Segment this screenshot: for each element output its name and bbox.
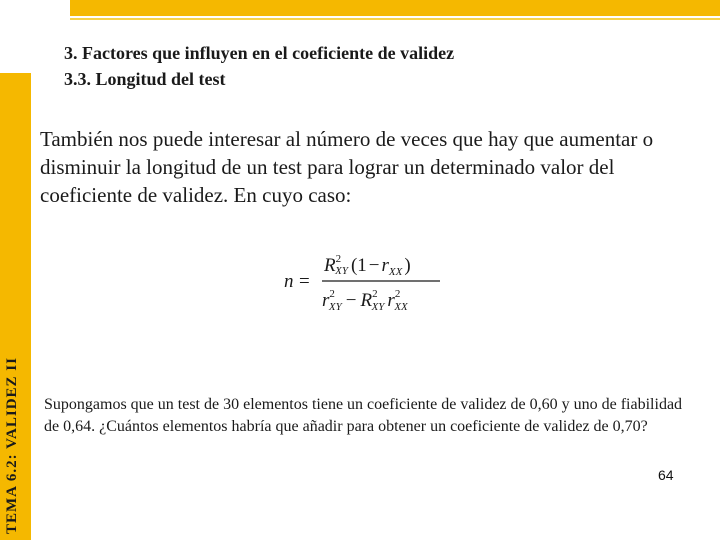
- title-line-2: 3.3. Longitud del test: [64, 69, 226, 89]
- formula: [278, 240, 458, 320]
- svg-text:=: =: [299, 271, 310, 292]
- example-question: Supongamos que un test de 30 elementos tiene un coeficiente de validez de 0,60 y uno de fiabilidad de 0,64. ¿Cuántos elementos habría que añadir para obtener un coeficiente de validez de 0,70?: [44, 396, 683, 435]
- formula-lhs: n: [284, 271, 294, 292]
- page-number: 64: [658, 467, 674, 483]
- slide-title: [64, 40, 454, 92]
- formula-denominator: $r^2$ XY − $R^2$ XY $r^2$ XX: [322, 288, 408, 313]
- side-topic-label: TEMA 6.2: VALIDEZ II: [4, 357, 20, 534]
- title-line-1: 3. Factores que influyen en el coeficiente de validez: [64, 43, 455, 63]
- intro-paragraph: También nos puede interesar al número de veces que hay que aumentar o disminuir la longitud de un test para lograr un determinado valor del coeficiente de validez. En cuyo caso:: [40, 127, 654, 207]
- top-accent-bar: [70, 0, 720, 16]
- formula-numerator: $R^2$ XY ($1 - r_{XX}$ ): [324, 253, 411, 278]
